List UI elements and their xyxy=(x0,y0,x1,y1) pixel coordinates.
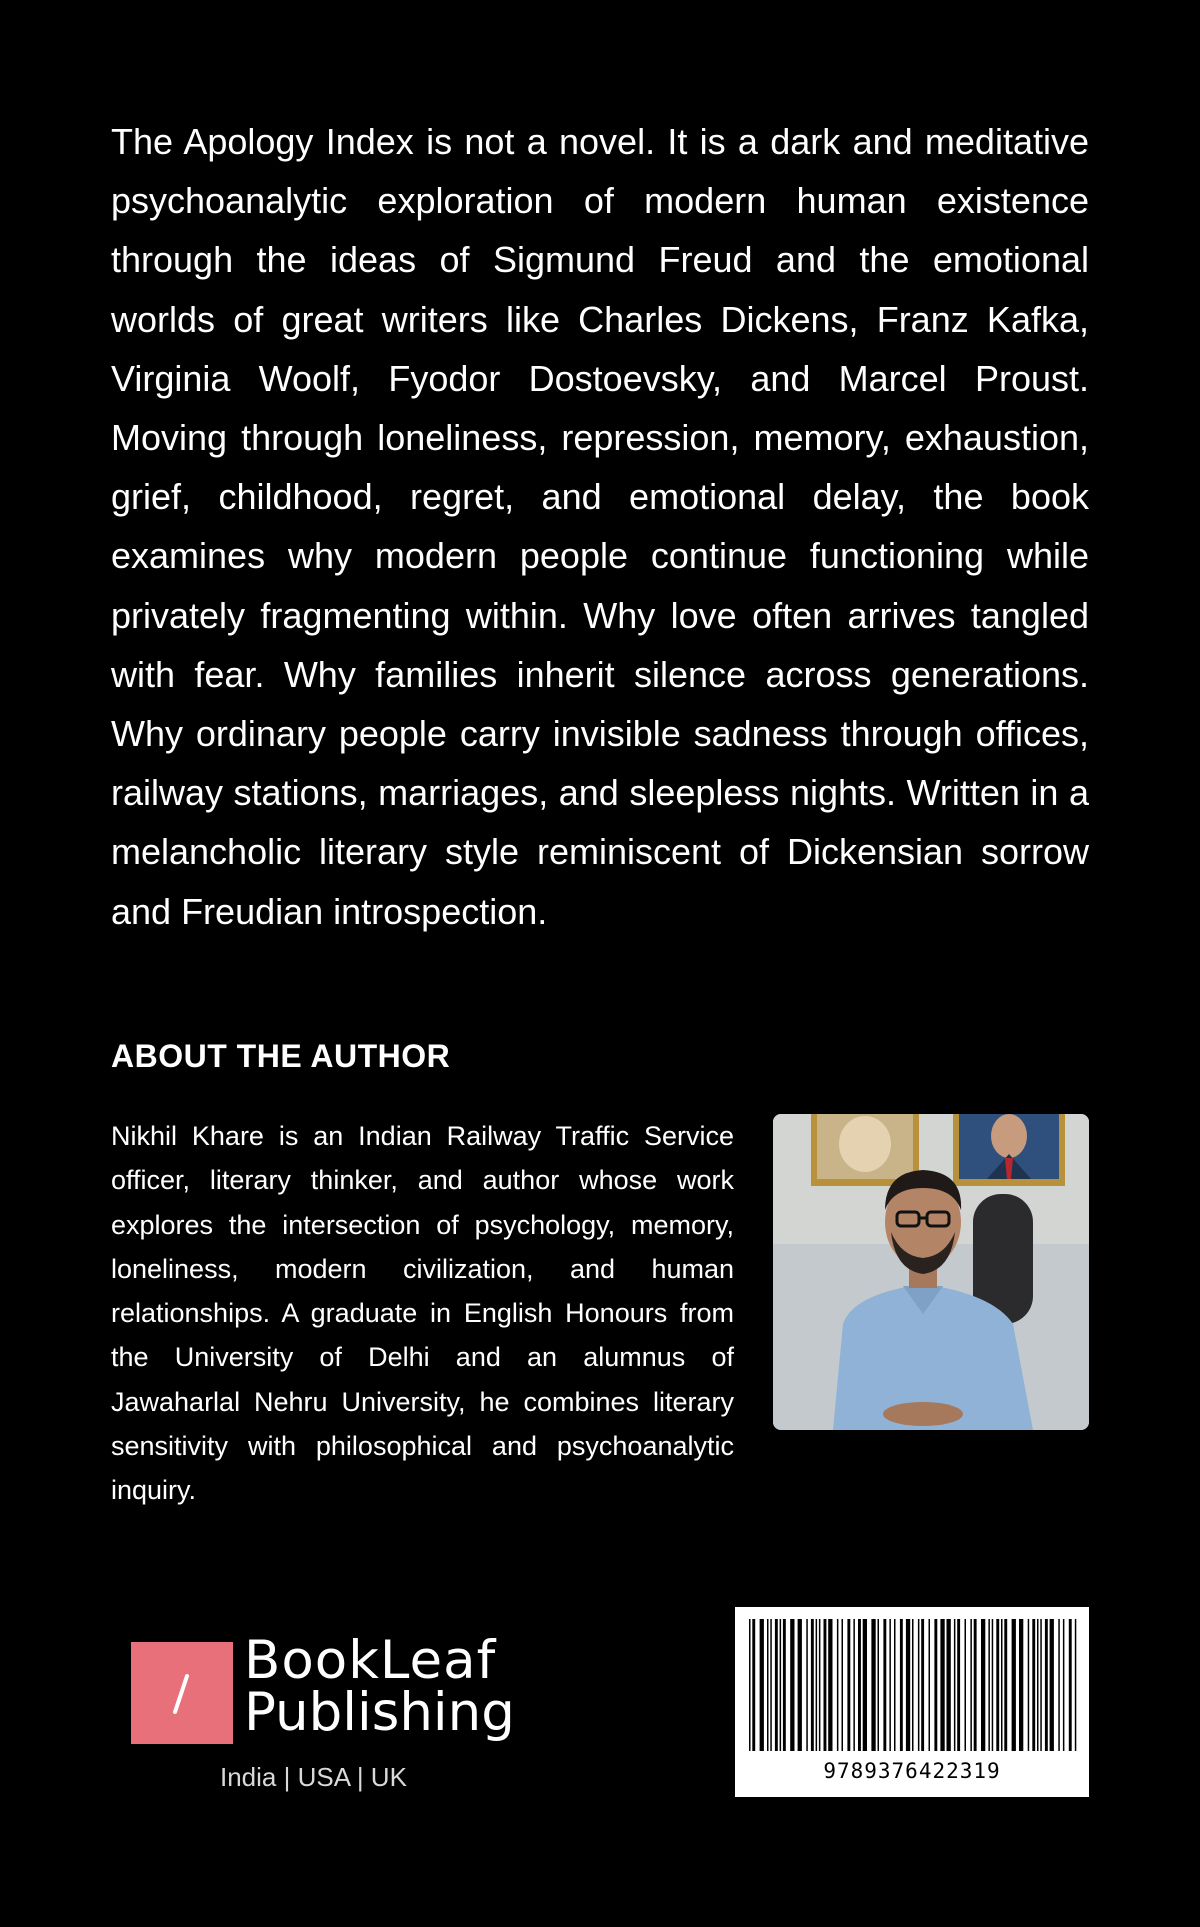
barcode-bar xyxy=(1045,1619,1048,1751)
barcode-bar xyxy=(912,1619,914,1751)
barcode-bar xyxy=(996,1619,999,1751)
barcode-bar xyxy=(1012,1619,1016,1751)
barcode-bar xyxy=(816,1619,818,1751)
barcode-bar xyxy=(1050,1619,1054,1751)
barcode-bar xyxy=(1019,1619,1023,1751)
barcode-bar xyxy=(1032,1619,1035,1751)
barcode-bar xyxy=(760,1619,764,1751)
barcode-bar xyxy=(811,1619,814,1751)
barcode-bar xyxy=(1058,1619,1060,1751)
barcode-bar xyxy=(783,1619,786,1751)
barcode-bar xyxy=(819,1619,821,1751)
barcode-bar xyxy=(780,1619,782,1751)
barcode-bar xyxy=(1037,1619,1039,1751)
isbn-number: 9789376422319 xyxy=(823,1759,1001,1783)
barcode-bar xyxy=(906,1619,910,1751)
barcode-bar xyxy=(947,1619,951,1751)
barcode-bars xyxy=(735,1607,1089,1757)
barcode-bar xyxy=(767,1619,769,1751)
barcode-bar xyxy=(798,1619,802,1751)
barcode-bar xyxy=(1028,1619,1030,1751)
barcode-bar xyxy=(770,1619,772,1751)
barcode-bar xyxy=(957,1619,960,1751)
barcode-bar xyxy=(858,1619,861,1751)
barcode-bar xyxy=(992,1619,994,1751)
barcode-bar xyxy=(974,1619,977,1751)
barcode-bar xyxy=(1075,1619,1077,1751)
barcode-bar xyxy=(863,1619,867,1751)
barcode-bar xyxy=(940,1619,944,1751)
barcode-bar xyxy=(824,1619,827,1751)
barcode-bar xyxy=(918,1619,920,1751)
barcode-bar xyxy=(900,1619,903,1751)
barcode-bar xyxy=(1063,1619,1065,1751)
barcode-bar xyxy=(988,1619,990,1751)
author-bio: Nikhil Khare is an Indian Railway Traffic Service officer, literary thinker, and author whose work explores the intersection of psychology, memory, loneliness, modern civilization, and human relationships. A graduate in English Honours from the University of Delhi and an alumnus of Jawaharlal Nehru University, he combines literary sensitivity with philosophical and psychoanalytic inquiry. xyxy=(111,1121,734,1506)
barcode-bar xyxy=(981,1619,985,1751)
barcode-bar xyxy=(847,1619,850,1751)
barcode-bar xyxy=(775,1619,778,1751)
barcode-bar xyxy=(878,1619,880,1751)
barcode-bar xyxy=(883,1619,886,1751)
barcode-bar xyxy=(889,1619,891,1751)
barcode-bar xyxy=(965,1619,967,1751)
barcode-bar xyxy=(842,1619,844,1751)
barcode-bar xyxy=(749,1619,751,1751)
publisher-name-line2: Publishing xyxy=(244,1682,515,1743)
publisher-logo xyxy=(131,1630,531,1808)
barcode-bar xyxy=(1040,1619,1042,1751)
book-blurb: The Apology Index is not a novel. It is a dark and meditative psychoanalytic exploration of modern human existence through the ideas of Sigmund Freud and the emotional worlds of great writers like Charles Dickens, Franz Kafka, Virginia Woolf, Fyodor Dostoevsky, and Marcel Proust. Moving through loneliness, repression, memory, exhaustion, grief, childhood, regret, and emotional delay, the book examines why modern people continue functioning while privately fragmenting within. Why love often arrives tangled with fear. Why families inherit silence across generations. Why ordinary people carry invisible sadness through offices, railway stations, marriages, and sleepless nights. Written in a melancholic literary style reminiscent of Dickensian sorrow and Freudian introspection. xyxy=(111,121,1089,932)
barcode-bar xyxy=(929,1619,931,1751)
barcode-bar xyxy=(970,1619,972,1751)
barcode-bar xyxy=(1069,1619,1072,1751)
barcode-bar xyxy=(837,1619,839,1751)
barcode-bar xyxy=(752,1619,755,1751)
author-photo xyxy=(773,1114,1089,1430)
barcode-bar xyxy=(954,1619,956,1751)
barcode-bar xyxy=(790,1619,794,1751)
publisher-logo-mark xyxy=(131,1642,233,1744)
barcode-bar xyxy=(934,1619,937,1751)
barcode-bar xyxy=(1001,1619,1003,1751)
barcode-bar xyxy=(871,1619,875,1751)
barcode-bar xyxy=(921,1619,924,1751)
barcode-bar xyxy=(828,1619,832,1751)
isbn-barcode xyxy=(735,1607,1089,1797)
barcode-bar xyxy=(806,1619,808,1751)
publisher-name-line1: BookLeaf xyxy=(244,1630,497,1691)
about-author-heading: ABOUT THE AUTHOR xyxy=(111,1038,451,1074)
barcode-bar xyxy=(853,1619,855,1751)
publisher-regions: India | USA | UK xyxy=(220,1762,407,1792)
barcode-bar xyxy=(1004,1619,1007,1751)
barcode-bar xyxy=(894,1619,896,1751)
